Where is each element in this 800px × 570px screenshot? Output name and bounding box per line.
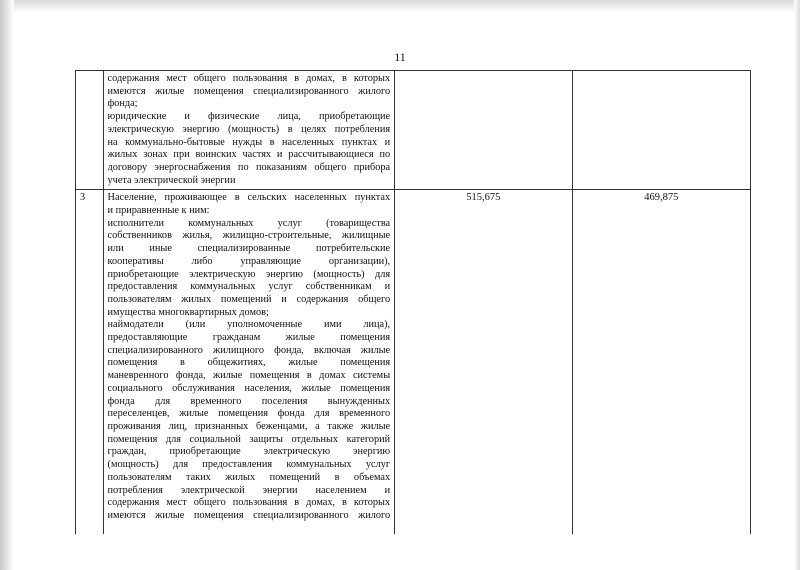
text-line: имущества многоквартирных домов; [107, 306, 269, 318]
text-line: имеются жилые помещения специализированного жилого [107, 509, 391, 521]
text-line: учета электрической энергии [107, 174, 236, 186]
text-line: переселенцев, жилые помещения фонда для временного [107, 408, 391, 420]
text-line: предоставления коммунальных услуг собственникам и [107, 281, 391, 293]
value-cell-1: 515,675 [395, 190, 572, 535]
text-line: предоставляющие гражданам жилые помещения [107, 332, 391, 344]
text-line: граждан, приобретающие электрическую энергию [107, 446, 391, 458]
consumer-description-cell [103, 190, 395, 535]
text-line: договору энергоснабжения по показаниям общего прибора [107, 161, 391, 173]
value-cell-2 [572, 71, 750, 190]
text-line: кооперативы либо управляющие организации), [107, 255, 391, 267]
text-line: наймодатели (или уполномоченные ими лица), [107, 319, 391, 331]
scan-edge-top [0, 0, 800, 12]
text-line: помещения в общежитиях, жилые помещения [107, 357, 391, 369]
table-body [76, 71, 751, 535]
row-number-cell: 3 [76, 190, 104, 535]
text-line: (мощность) для предоставления коммунальных услуг [107, 459, 391, 471]
table-row [76, 71, 751, 190]
text-line: фонда для временного поселения вынужденных [107, 395, 391, 407]
text-line: жилых зонах при воинских частях и рассчитывающиеся по [107, 149, 391, 161]
text-line: приобретающие электрическую энергию (мощность) для [107, 268, 391, 280]
text-line: пользователям жилых помещений и содержания общего [107, 293, 391, 305]
text-line: собственников жилья, жилищно-строительные, жилищные [107, 230, 391, 242]
text-line: на коммунально-бытовые нужды в населенных пунктах и [107, 136, 391, 148]
text-line: специализированного жилищного фонда, включая жилые [107, 344, 391, 356]
text-line: исполнители коммунальных услуг (товарищества [107, 217, 391, 229]
text-line: содержания мест общего пользования в домах, в которых [107, 73, 391, 84]
table-row [76, 190, 751, 535]
text-line: и приравненные к ним: [107, 205, 210, 217]
page-number: 11 [394, 50, 406, 64]
text-line: юридические и физические лица, приобретающие [107, 111, 391, 123]
text-line: маневренного фонда, жилые помещения в домах системы [107, 370, 391, 382]
text-line: или иные специализированные потребительские [107, 243, 391, 255]
text-line: фонда; [107, 98, 138, 110]
value-cell-2: 469,875 [572, 190, 750, 535]
scan-edge-right [794, 0, 800, 570]
text-line: электрическую энергию (мощность) в целях потребления [107, 123, 391, 135]
text-line: потребления электрической энергии населением и [107, 484, 391, 496]
text-line: содержания мест общего пользования в домах, в которых [107, 497, 391, 509]
scan-edge-left [0, 0, 14, 570]
text-line: помещения для социальной защиты отдельных категорий [107, 433, 391, 445]
consumer-description-cell [103, 71, 395, 190]
value-cell-1 [395, 71, 572, 190]
text-line: Население, проживающее в сельских населенных пунктах [107, 192, 391, 204]
text-line: проживания лиц, признанных беженцами, а также жилые [107, 420, 391, 432]
text-line: пользователям таких жилых помещений в объемах [107, 471, 391, 483]
tariff-table [75, 70, 751, 534]
row-number-cell [76, 71, 104, 190]
text-line: имеются жилые помещения специализированного жилого [107, 85, 391, 97]
text-line: социального обслуживания населения, жилые помещения [107, 382, 391, 394]
